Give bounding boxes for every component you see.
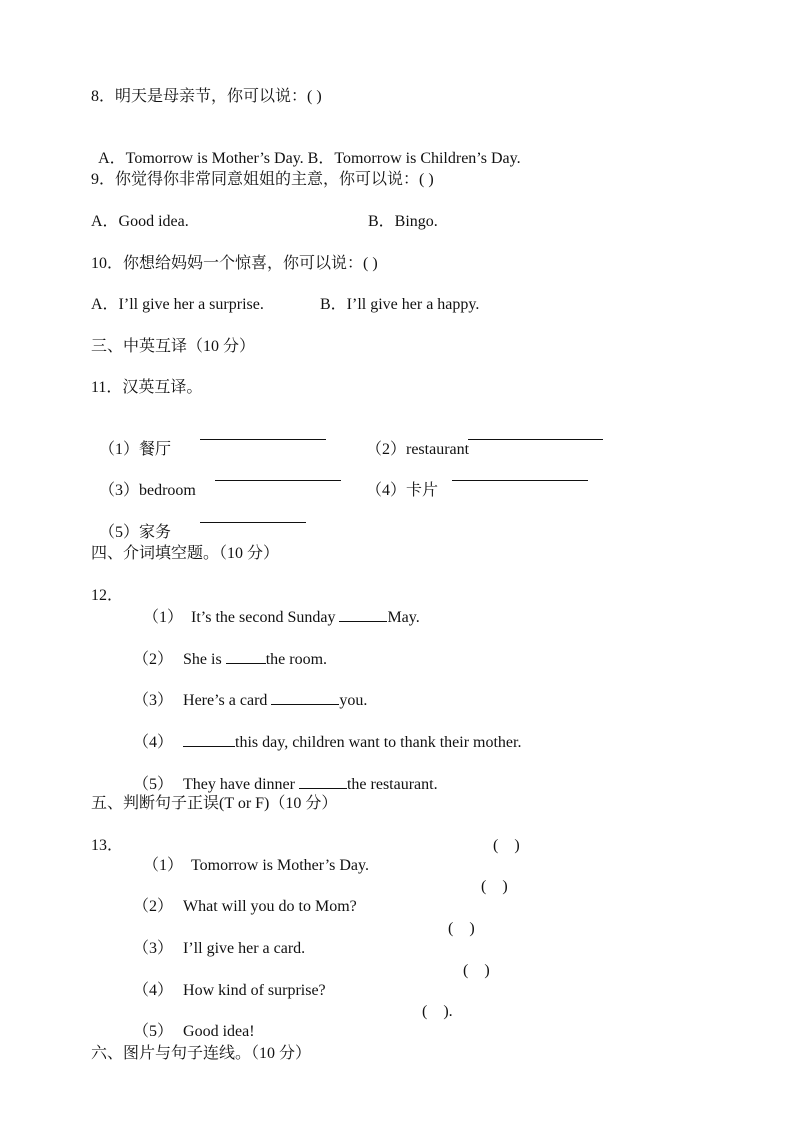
q10-stem: 10．你想给妈妈一个惊喜，你可以说：( ) xyxy=(91,255,378,272)
q8-options xyxy=(91,129,521,169)
q13-item-3-answer[interactable]: ( ) xyxy=(448,920,475,937)
q11-item-3-blank[interactable] xyxy=(215,461,341,481)
q12-item-4 xyxy=(125,711,521,753)
q13-item-4-answer[interactable]: ( ) xyxy=(463,962,490,979)
q12-item-5-before: They have dinner xyxy=(183,776,299,793)
q13-item-2-answer[interactable]: ( ) xyxy=(481,878,508,895)
q12-item-1-blank[interactable] xyxy=(339,606,387,622)
q13-item-5-answer[interactable]: ( ). xyxy=(422,1003,453,1020)
q11-item-5-label: （5）家务 xyxy=(99,524,172,541)
q12-item-2-before: She is xyxy=(183,651,226,668)
q13-item-4-text: How kind of surprise? xyxy=(183,982,326,999)
q11-item-2-label: （2）restaurant xyxy=(366,441,470,458)
q12-item-3-num: （3） xyxy=(133,692,174,709)
q11-item-5 xyxy=(91,503,171,543)
q13-item-5-num: （5） xyxy=(133,1023,174,1040)
q11-item-3-label: （3）bedroom xyxy=(99,482,196,499)
q12-item-3-before: Here’s a card xyxy=(183,692,272,709)
q11-item-1 xyxy=(91,420,171,460)
q9-option-a: A．Good idea. xyxy=(91,213,189,230)
q13-item-2-num: （2） xyxy=(133,898,174,915)
q8-option-b: B．Tomorrow is Children’s Day. xyxy=(307,150,521,167)
section5-title: 五、判断句子正误(T or F)（10 分） xyxy=(91,795,338,812)
q12-item-4-after: this day, children want to thank their mother. xyxy=(235,734,522,751)
q10-option-b: B．I’ll give her a happy. xyxy=(320,296,480,313)
q11-item-5-blank[interactable] xyxy=(200,503,306,523)
q12-item-1 xyxy=(135,586,420,628)
section3-title: 三、中英互译（10 分） xyxy=(91,338,256,355)
q12-item-3-blank[interactable] xyxy=(271,689,339,705)
q11-item-2 xyxy=(358,420,469,460)
q11-item-2-blank[interactable] xyxy=(468,420,603,440)
q9-option-b: B．Bingo. xyxy=(368,213,438,230)
q13-item-1-answer[interactable]: ( ) xyxy=(493,837,520,854)
q13-number: 13． xyxy=(91,837,124,854)
q12-item-5-after: the restaurant. xyxy=(346,776,438,793)
section4-title: 四、介词填空题。（10 分） xyxy=(91,545,280,562)
q11-item-4-label: （4）卡片 xyxy=(366,482,439,499)
q12-item-1-after: May. xyxy=(387,609,420,626)
q12-item-1-before: It’s the second Sunday xyxy=(191,609,340,626)
q12-item-2-after: the room. xyxy=(265,651,328,668)
q12-item-5-blank[interactable] xyxy=(299,773,347,789)
q11-item-4-blank[interactable] xyxy=(452,461,588,481)
q13-item-4 xyxy=(125,961,326,1001)
q12-item-5-num: （5） xyxy=(133,776,174,793)
q11-item-4 xyxy=(358,461,438,501)
q11-item-3 xyxy=(91,461,196,501)
q13-item-2-text: What will you do to Mom? xyxy=(183,898,357,915)
q12-item-2-blank[interactable] xyxy=(226,648,266,664)
q13-item-1 xyxy=(135,836,369,876)
q13-item-3-num: （3） xyxy=(133,940,174,957)
q11-stem: 11．汉英互译。 xyxy=(91,379,203,396)
q13-item-2 xyxy=(125,877,357,917)
q12-item-3 xyxy=(125,669,367,711)
q10-option-a: A．I’ll give her a surprise. xyxy=(91,296,264,313)
section6-title: 六、图片与句子连线。（10 分） xyxy=(91,1045,312,1062)
q12-item-5 xyxy=(125,753,438,795)
q8-option-a: A．Tomorrow is Mother’s Day. xyxy=(98,150,304,167)
q12-item-1-num: （1） xyxy=(143,609,184,626)
q13-item-5 xyxy=(125,1002,255,1042)
q8-stem: 8．明天是母亲节，你可以说：( ) xyxy=(91,88,322,105)
q13-item-1-num: （1） xyxy=(143,857,184,874)
q13-item-4-num: （4） xyxy=(133,982,174,999)
q11-item-1-label: （1）餐厅 xyxy=(99,441,172,458)
q12-item-4-blank[interactable] xyxy=(183,731,235,747)
q13-item-5-text: Good idea! xyxy=(183,1023,255,1040)
q11-item-1-blank[interactable] xyxy=(200,420,326,440)
q12-item-4-num: （4） xyxy=(133,734,174,751)
q12-number: 12． xyxy=(91,587,124,604)
q12-item-2-num: （2） xyxy=(133,651,174,668)
q9-stem: 9．你觉得你非常同意姐姐的主意，你可以说：( ) xyxy=(91,171,434,188)
q13-item-1-text: Tomorrow is Mother’s Day. xyxy=(191,857,369,874)
q13-item-3-text: I’ll give her a card. xyxy=(183,940,306,957)
q12-item-3-after: you. xyxy=(339,692,368,709)
q13-item-3 xyxy=(125,919,305,959)
q12-item-2 xyxy=(125,628,327,670)
